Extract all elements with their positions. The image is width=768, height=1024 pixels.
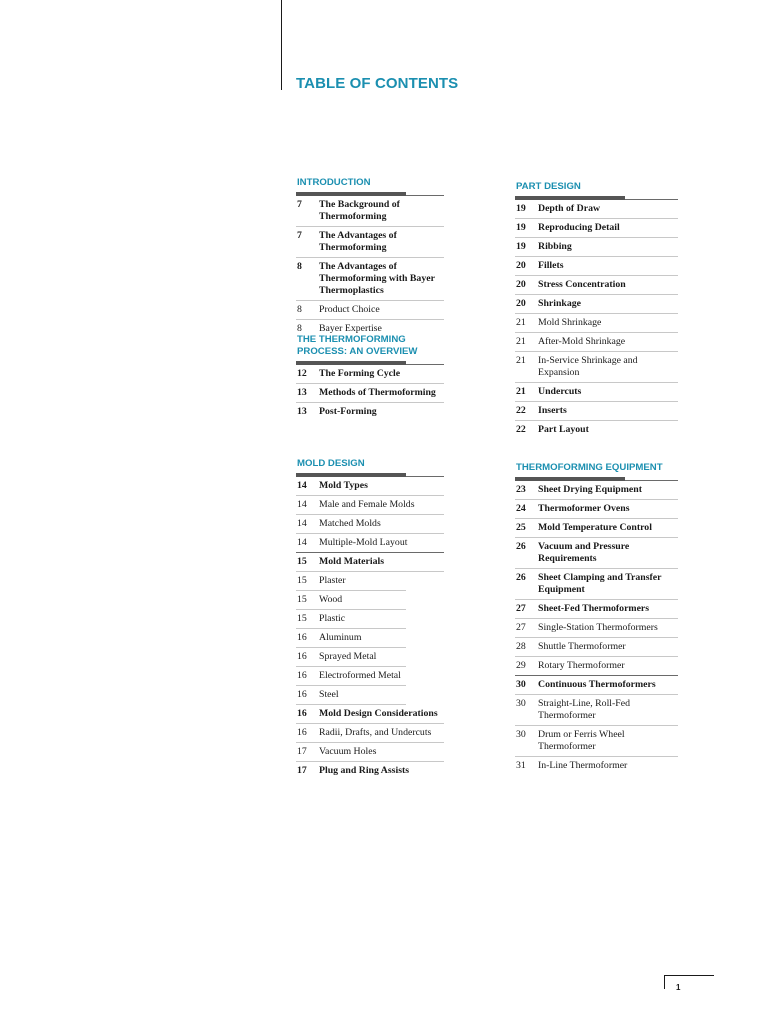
toc-page-number: 21 xyxy=(516,317,526,328)
toc-page-number: 30 xyxy=(516,679,526,690)
toc-page-number: 27 xyxy=(516,603,526,614)
toc-entry xyxy=(296,515,444,534)
toc-page-number: 22 xyxy=(516,405,526,416)
toc-page-number: 22 xyxy=(516,424,526,435)
toc-entry xyxy=(296,724,444,743)
toc-page-number: 26 xyxy=(516,541,526,552)
toc-entry xyxy=(515,657,678,676)
toc-entry-label: Multiple-Mold Layout xyxy=(319,537,408,548)
toc-entry-label: Matched Molds xyxy=(319,518,381,529)
toc-entry xyxy=(515,333,678,352)
section-heading: INTRODUCTION xyxy=(297,177,371,188)
toc-page-number: 7 xyxy=(297,230,302,241)
toc-entries xyxy=(296,477,444,780)
toc-page-number: 15 xyxy=(297,594,307,605)
toc-entry xyxy=(296,301,444,320)
toc-page-number: 28 xyxy=(516,641,526,652)
toc-page-number: 16 xyxy=(297,708,307,719)
toc-entry xyxy=(515,257,678,276)
toc-entry-label: In-Line Thermoformer xyxy=(538,760,628,771)
toc-entry-label: Vacuum Holes xyxy=(319,746,377,757)
toc-entry xyxy=(296,258,444,301)
toc-entry xyxy=(515,519,678,538)
toc-entry-label: Sprayed Metal xyxy=(319,651,377,662)
page-number: 1 xyxy=(676,983,681,992)
toc-entry xyxy=(296,648,406,667)
toc-page-number: 16 xyxy=(297,689,307,700)
toc-entry xyxy=(515,276,678,295)
toc-page-number: 30 xyxy=(516,729,526,740)
toc-entry xyxy=(296,705,444,724)
toc-entry xyxy=(515,352,678,383)
toc-entry xyxy=(296,667,406,686)
toc-page-number: 16 xyxy=(297,632,307,643)
toc-entry-label: The Forming Cycle xyxy=(319,368,401,379)
toc-page-number: 13 xyxy=(297,406,307,417)
toc-entry xyxy=(515,757,678,775)
toc-entry xyxy=(515,402,678,421)
toc-entry-label: Undercuts xyxy=(538,386,582,397)
section-mold-design xyxy=(296,458,444,780)
toc-page-number: 15 xyxy=(297,556,307,567)
toc-entry-label: Mold Temperature Control xyxy=(538,522,652,533)
toc-entry-label: Single-Station Thermoformers xyxy=(538,622,658,633)
toc-entry xyxy=(515,314,678,333)
toc-entry xyxy=(515,695,678,726)
toc-entry-label: Male and Female Molds xyxy=(319,499,415,510)
margin-rule xyxy=(281,0,282,90)
toc-entries xyxy=(296,196,444,338)
toc-page-number: 7 xyxy=(297,199,302,210)
toc-entry-label: Shrinkage xyxy=(538,298,582,309)
toc-entry xyxy=(296,227,444,258)
toc-page-number: 26 xyxy=(516,572,526,583)
toc-entry-label: Sheet-Fed Thermoformers xyxy=(538,603,650,614)
toc-page-number: 24 xyxy=(516,503,526,514)
toc-entry xyxy=(296,365,444,384)
toc-entry xyxy=(515,676,678,695)
toc-page-number: 14 xyxy=(297,537,307,548)
toc-entry-label: Fillets xyxy=(538,260,564,271)
section-rule xyxy=(296,473,444,477)
section-thermoforming-process xyxy=(296,334,444,421)
toc-page-number: 17 xyxy=(297,765,307,776)
toc-entry-label: Mold Types xyxy=(319,480,368,491)
toc-entry-label: Radii, Drafts, and Undercuts xyxy=(319,727,432,738)
toc-page-number: 14 xyxy=(297,499,307,510)
toc-entry xyxy=(515,421,678,439)
toc-entry xyxy=(515,726,678,757)
toc-page-number: 30 xyxy=(516,698,526,709)
toc-entry-label: Post-Forming xyxy=(319,406,377,417)
toc-entry-label: Bayer Expertise xyxy=(319,323,382,334)
section-rule xyxy=(296,192,444,196)
toc-entry xyxy=(515,383,678,402)
toc-entry xyxy=(296,629,406,648)
toc-page-number: 14 xyxy=(297,480,307,491)
toc-page-number: 19 xyxy=(516,241,526,252)
toc-entry-label: Methods of Thermoforming xyxy=(319,387,436,398)
toc-entry-label: Inserts xyxy=(538,405,567,416)
footer-rule xyxy=(664,975,714,976)
section-heading: MOLD DESIGN xyxy=(297,458,365,469)
toc-entries xyxy=(515,200,678,439)
toc-entry xyxy=(515,638,678,657)
toc-entry-label: The Advantages of Thermoforming with Bayer Thermoplastics xyxy=(319,261,435,296)
toc-entry-label: Drum or Ferris Wheel Thermoformer xyxy=(538,729,625,752)
toc-page-number: 15 xyxy=(297,613,307,624)
toc-entry xyxy=(296,572,406,591)
toc-entry xyxy=(515,481,678,500)
toc-entry-label: The Background of Thermoforming xyxy=(319,199,400,222)
toc-entry-label: Mold Materials xyxy=(319,556,385,567)
section-rule xyxy=(296,361,444,365)
toc-entry xyxy=(515,295,678,314)
toc-entry xyxy=(296,477,444,496)
section-rule xyxy=(515,196,678,200)
toc-entry-label: Product Choice xyxy=(319,304,380,315)
toc-page-number: 12 xyxy=(297,368,307,379)
toc-page-number: 21 xyxy=(516,355,526,366)
footer-tick xyxy=(664,975,665,989)
toc-page-number: 21 xyxy=(516,386,526,397)
toc-entry-label: Sheet Drying Equipment xyxy=(538,484,642,495)
toc-entry xyxy=(296,686,406,705)
toc-page-number: 14 xyxy=(297,518,307,529)
toc-entry-label: In-Service Shrinkage and Expansion xyxy=(538,355,638,378)
toc-page-number: 17 xyxy=(297,746,307,757)
toc-entry-label: Depth of Draw xyxy=(538,203,601,214)
toc-entry-label: Plaster xyxy=(319,575,346,586)
toc-entry-label: Wood xyxy=(319,594,343,605)
toc-entry-label: The Advantages of Thermoforming xyxy=(319,230,397,253)
toc-entry-label: Electroformed Metal xyxy=(319,670,401,681)
toc-entry xyxy=(296,496,444,515)
toc-entry xyxy=(515,600,678,619)
toc-entry xyxy=(515,538,678,569)
section-part-design xyxy=(515,181,678,439)
toc-entry xyxy=(515,500,678,519)
toc-entry xyxy=(296,610,406,629)
toc-entry-label: Plastic xyxy=(319,613,346,624)
toc-entry xyxy=(296,553,444,572)
toc-page-number: 8 xyxy=(297,304,302,315)
section-thermoforming-equipment xyxy=(515,462,678,775)
toc-page-number: 20 xyxy=(516,279,526,290)
toc-page-number: 20 xyxy=(516,298,526,309)
toc-entry xyxy=(296,403,444,421)
toc-page-number: 16 xyxy=(297,670,307,681)
toc-entry-label: Plug and Ring Assists xyxy=(319,765,410,776)
toc-page-number: 25 xyxy=(516,522,526,533)
toc-entries xyxy=(296,365,444,421)
toc-entry xyxy=(296,384,444,403)
toc-entry-label: Aluminum xyxy=(319,632,362,643)
toc-entry-label: After-Mold Shrinkage xyxy=(538,336,626,347)
toc-page-number: 29 xyxy=(516,660,526,671)
toc-entry xyxy=(515,238,678,257)
toc-entry xyxy=(515,569,678,600)
toc-page-number: 16 xyxy=(297,651,307,662)
toc-entry-label: Vacuum and Pressure Requirements xyxy=(538,541,630,564)
toc-page-number: 8 xyxy=(297,323,302,334)
toc-entry xyxy=(296,743,444,762)
toc-page-number: 16 xyxy=(297,727,307,738)
toc-entry-label: Shuttle Thermoformer xyxy=(538,641,626,652)
section-heading: THERMOFORMING EQUIPMENT xyxy=(516,462,663,473)
toc-page-number: 20 xyxy=(516,260,526,271)
toc-page-number: 8 xyxy=(297,261,302,272)
toc-entry-label: Straight-Line, Roll-Fed Thermoformer xyxy=(538,698,630,721)
page-title: TABLE OF CONTENTS xyxy=(296,75,459,92)
toc-entry xyxy=(296,591,406,610)
toc-entry-label: Stress Concentration xyxy=(538,279,626,290)
toc-page-number: 19 xyxy=(516,222,526,233)
toc-page-number: 21 xyxy=(516,336,526,347)
toc-entry-label: Mold Shrinkage xyxy=(538,317,602,328)
toc-page-number: 19 xyxy=(516,203,526,214)
section-heading: THE THERMOFORMING PROCESS: AN OVERVIEW xyxy=(297,334,418,357)
toc-entry-label: Reproducing Detail xyxy=(538,222,620,233)
toc-entry xyxy=(296,762,444,780)
section-rule xyxy=(515,477,678,481)
toc-entry xyxy=(515,219,678,238)
toc-page-number: 13 xyxy=(297,387,307,398)
toc-entry-label: Rotary Thermoformer xyxy=(538,660,625,671)
toc-page-number: 23 xyxy=(516,484,526,495)
section-introduction xyxy=(296,177,444,338)
toc-entry xyxy=(515,200,678,219)
toc-page-number: 31 xyxy=(516,760,526,771)
toc-page-number: 15 xyxy=(297,575,307,586)
toc-entry-label: Continuous Thermoformers xyxy=(538,679,656,690)
toc-entry xyxy=(515,619,678,638)
toc-entry xyxy=(296,534,444,553)
toc-page-number: 27 xyxy=(516,622,526,633)
toc-entries xyxy=(515,481,678,775)
toc-entry-label: Ribbing xyxy=(538,241,572,252)
toc-entry xyxy=(296,196,444,227)
toc-entry-label: Mold Design Considerations xyxy=(319,708,438,719)
toc-entry-label: Steel xyxy=(319,689,339,700)
toc-entry-label: Part Layout xyxy=(538,424,589,435)
section-heading: PART DESIGN xyxy=(516,181,581,192)
toc-entry-label: Sheet Clamping and Transfer Equipment xyxy=(538,572,662,595)
toc-entry-label: Thermoformer Ovens xyxy=(538,503,630,514)
